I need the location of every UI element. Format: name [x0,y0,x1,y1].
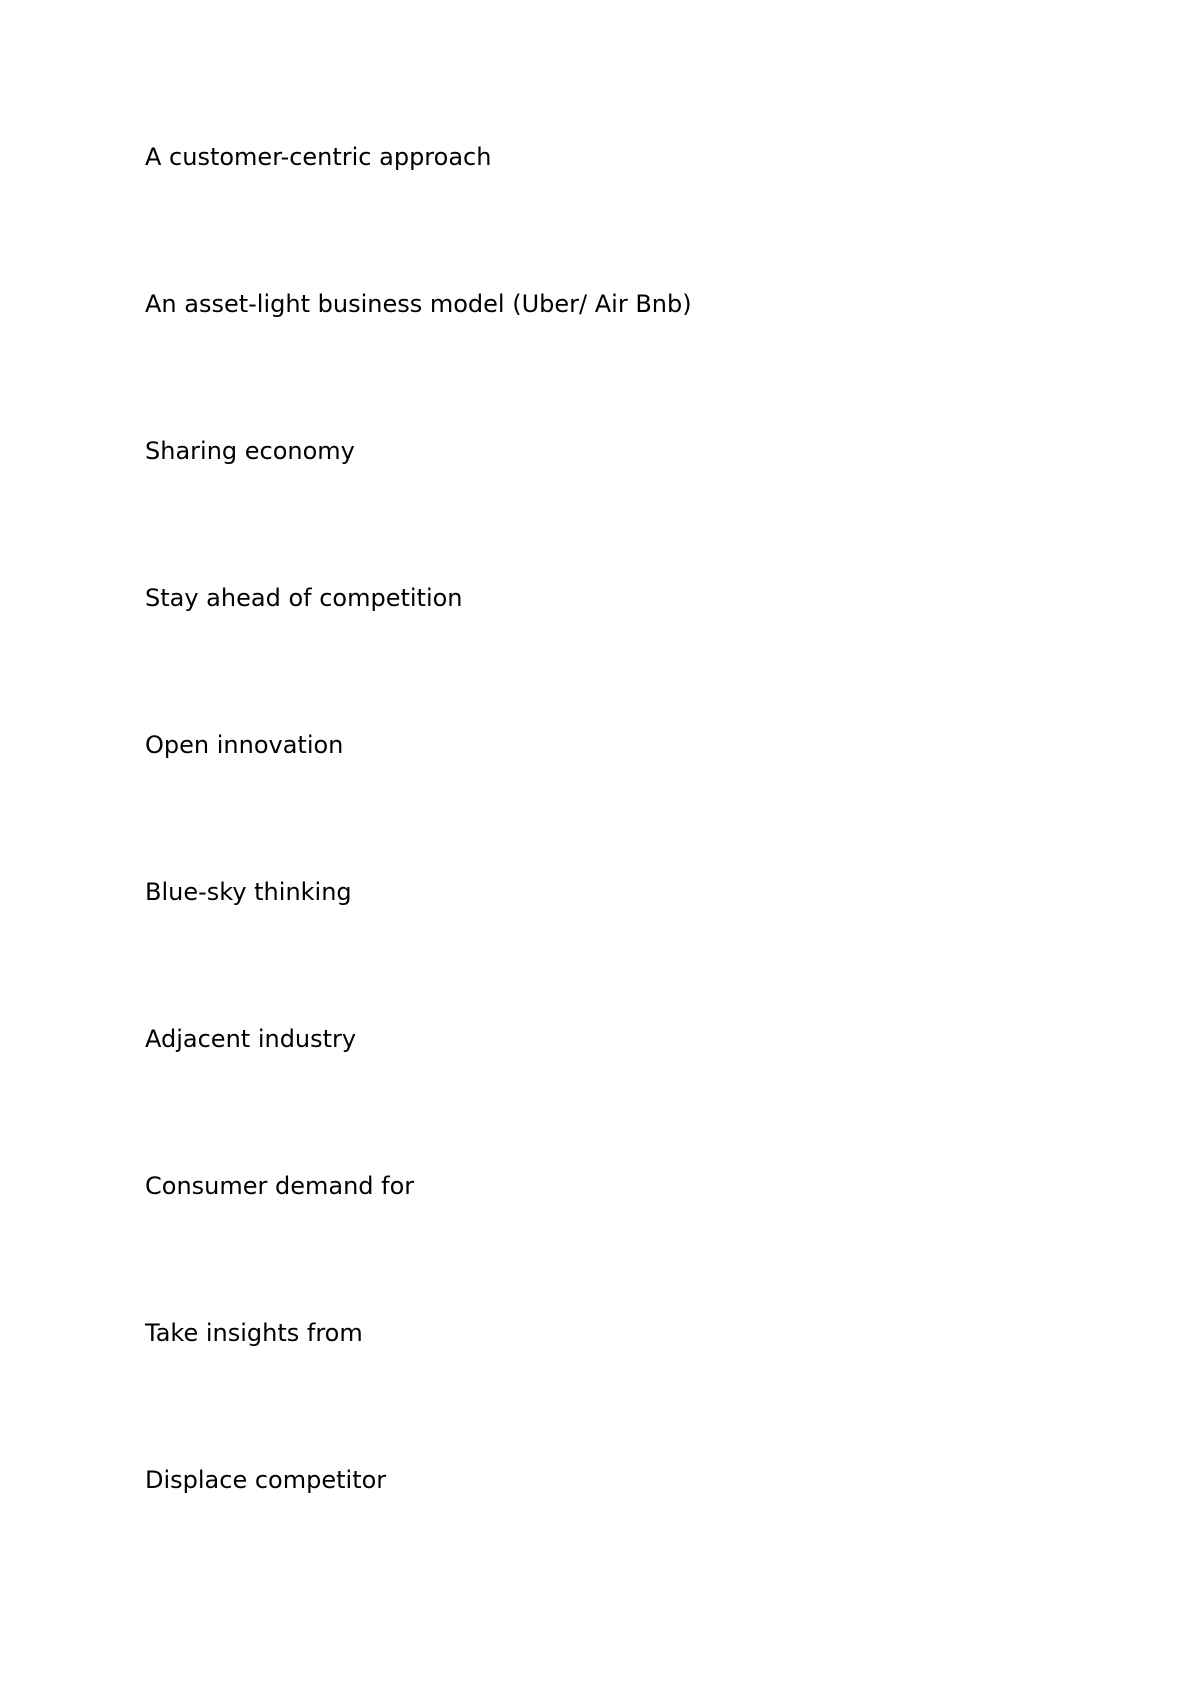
text-line: Consumer demand for [145,1172,415,1200]
text-line: Blue-sky thinking [145,878,352,906]
text-line: An asset-light business model (Uber/ Air Bnb) [145,290,692,318]
text-line: Sharing economy [145,437,355,465]
text-line: A customer-centric approach [145,143,492,171]
text-line: Stay ahead of competition [145,584,463,612]
text-line: Displace competitor [145,1466,387,1494]
text-line: Take insights from [145,1319,363,1347]
text-line: Adjacent industry [145,1025,357,1053]
text-line: Open innovation [145,731,344,759]
